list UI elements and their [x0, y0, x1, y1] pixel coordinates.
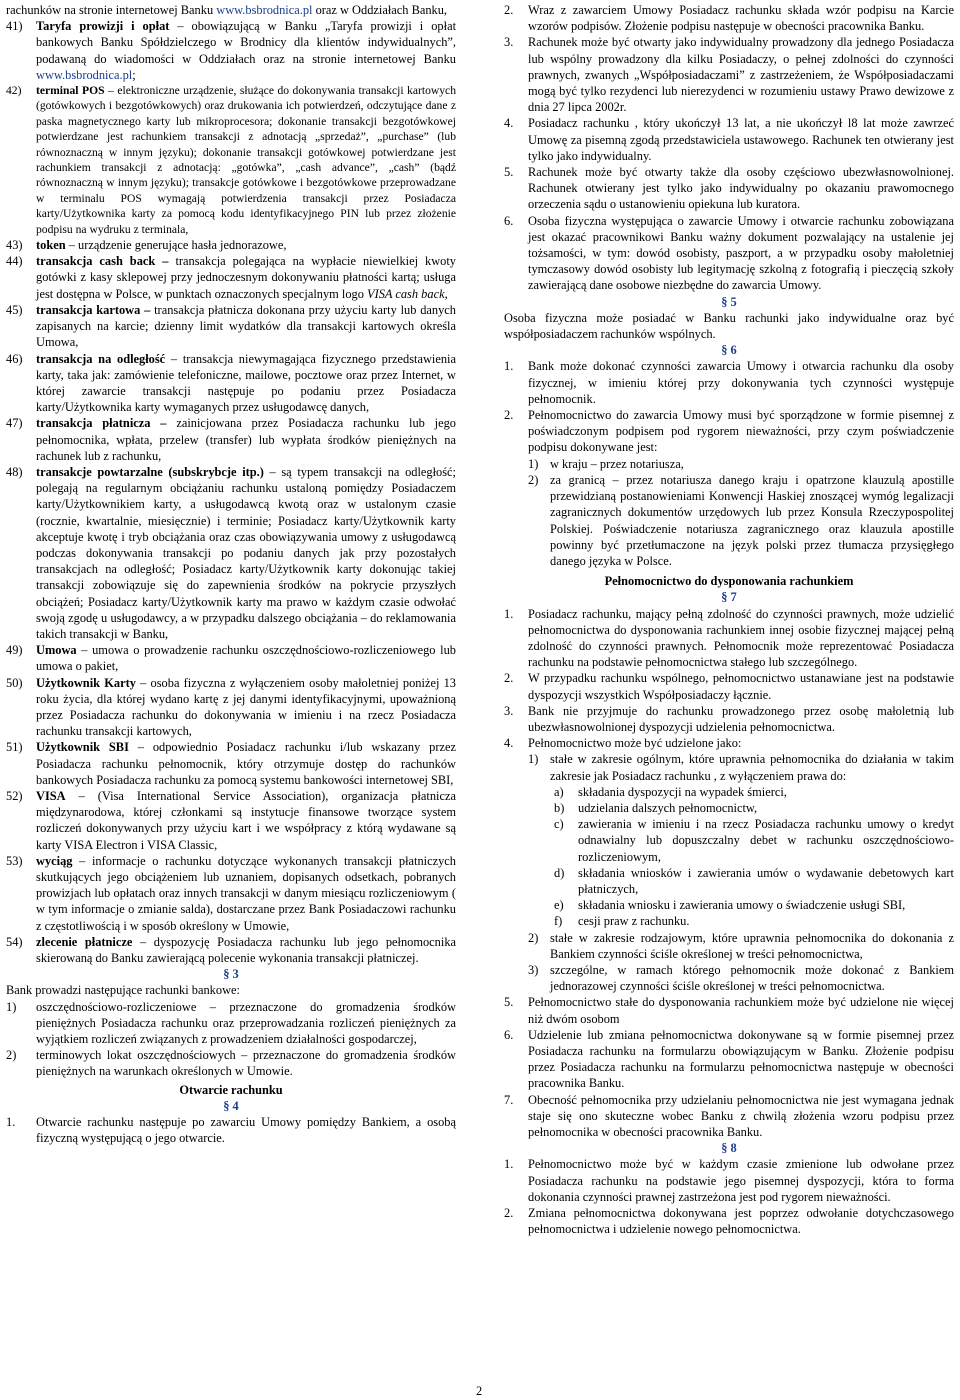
- definition-term: zlecenie płatnicze: [36, 934, 133, 949]
- restriction-a: a) składania dyspozycji na wypadek śmierci,: [554, 784, 787, 799]
- definition-term: transakcja na odległość: [36, 351, 166, 366]
- section-7-item-6: 6. Udzielenie lub zmiana pełnomocnictwa dokonywane są w formie pisemnej przez Posiadacza rachunku na formularzu obowiązującym w Banku. Złożenie podpisu przez Posiadacza rachunku na formularzu pełnomocnictwa następuje w obecności pracownika Banku.: [504, 1027, 954, 1091]
- section-7-item-4-3: 3) szczególne, w ramach którego pełnomocnik może dokonać z Bankiem jednorazowej czynności ściśle określonej w treści pełnomocnictwa.: [528, 962, 954, 994]
- definition-48: 48) transakcje powtarzalne (subskrybcje itp.) – są typem transakcji na odległość; polegają na regularnym obciążaniu rachunku ustaloną pomiędzy Posiadaczem karty/Użytkownikiem karty, a usługodawcą kwotą oraz w ustalonym czasie (rocznie, kwartalnie, miesięcznie) i terminie; Posiadacz karty/Użytkownik karty akceptuje kwotę i tryb obciążania oraz czas obowiązywania umowy z usługodawcą podczas dokonywania transakcji po podaniu danych jak przy pozostałych transakcjach na odległość; Posiadacz karty/Użytkownik karty dokonując takiej transakcji zobowiązuje się do zapewnienia środków na pokrycie przyszłych obciążeń; Posiadacz karty/Użytkownik karty ma prawo w każdym czasie odwołać swoją zgodę u usługodawcy, a w przypadku dalszego obciążania – do reklamowania takich transakcji w Banku,: [6, 464, 456, 641]
- definition-41: 41) Taryfa prowizji i opłat – obowiązującą w Banku „Taryfa prowizji i opłat bankowych Banku Spółdzielczego w Brodnicy dla klientów indywidualnych”, podawaną do wiadomości w Oddziałach oraz na stronie internetowej Banku www.bsbrodnica.pl;: [6, 19, 457, 82]
- bank-website-link[interactable]: www.bsbrodnica.pl: [36, 67, 133, 82]
- bank-website-link[interactable]: www.bsbrodnica.pl: [216, 3, 313, 17]
- definition-term: transakcja cash back –: [36, 254, 169, 269]
- section-8-item-1: 1. Pełnomocnictwo może być w każdym czasie zmienione lub odwołane przez Posiadacza rachunku na podstawie jego pisemnej dyspozycji, która to forma dokonania czynności prawnej zastrzeżona jest pod rygorem nieważności.: [504, 1157, 954, 1204]
- section-6-item-1: 1. Bank może dokonać czynności zawarcia Umowy i otwarcia rachunku dla osoby fizycznej, w imieniu której przy dokonywania tych czynności występuje pełnomocnik.: [504, 359, 954, 406]
- definition-42: 42) terminal POS – elektroniczne urządzenie, służące do dokonywania transakcji kartowych (gotówkowych i bezgotówkowych) oraz drukowania ich potwierdzeń, odczytujące dane z paska magnetycznego karty lub mikroprocesora; dokonanie transakcji bezgotówkowej potwierdzane jest rachunkiem transakcji z adnotacją „sprzedaż”, „purchase” (lub równoznaczną w innym języku); dokonanie transakcji gotówkowej potwierdzane jest rachunkiem transakcji z adnotacją: „gotówka”, „cash advance”, „cash” (bądź równoznaczną w innym języku); transakcje gotówkowe i bezgotówkowe przeprowadzane w terminalu POS wymagają potwierdzenia transakcji przez Posiadacza karty/Użytkownika karty za pomocą kodu identyfikacyjnego PIN lub przez złożenie podpisu na wydruku z terminala,: [6, 84, 456, 236]
- section-7-item-4: 4. Pełnomocnictwo może być udzielone jako:: [504, 736, 742, 751]
- section-6-item-2-1: 1) w kraju – przez notariusza,: [528, 456, 684, 471]
- page-number: 2: [476, 1384, 483, 1398]
- section-3-heading: § 3: [223, 967, 239, 982]
- section-4-item-5: 5. Rachunek może być otwarty także dla osoby częściowo ubezwłasnowolnionej. Rachunek otwierany jest tylko jako indywidualny po okazaniu prawomocnego orzeczenia sądu o ustanowieniu opiekuna lub kuratora.: [504, 165, 954, 212]
- right-column: [504, 2, 954, 1237]
- definition-54: 54) zlecenie płatnicze – dyspozycję Posiadacza rachunku lub jego pełnomocnika skierowaną do Banku zawierającą polecenie wykonania transakcji płatniczej.: [6, 934, 457, 966]
- definition-44: 44) transakcja cash back – transakcja polegająca na wypłacie niewielkiej kwoty gotówki z kasy sklepowej przy jednoczesnym dokonywaniu płatności kartą; usługa jest dostępna w Polsce, w punktach oznaczonych specjalnym logo VISA cash back,: [6, 254, 456, 301]
- definition-46: 46) transakcja na odległość – transakcja niewymagająca fizycznego przedstawienia karty, taka jak: zamówienie telefoniczne, mailowe, pocztowe oraz przez Internet, w której zawarcie transakcji następuje po podaniu przez Posiadacza karty/Użytkownika karty wymaganych przez usługodawcę danych,: [6, 351, 456, 415]
- definition-50: 50) Użytkownik Karty – osoba fizyczna z wyłączeniem osoby małoletniej poniżej 13 roku życia, dla której wydano kartę z jej danymi identyfikacyjnymi, upoważnioną przez Posiadacza rachunku do dokonywania w imieniu i na rzecz Posiadacza rachunku transakcji kartowych,: [6, 675, 456, 739]
- definition-51: 51) Użytkownik SBI – odpowiednio Posiadacz rachunku i/lub wskazany przez Posiadacza rachunku pełnomocnik, który otrzymuje dostęp do rachunków bankowych Posiadacza rachunku za pomocą systemu bankowości internetowej SBI,: [6, 740, 456, 787]
- section-6-item-2-2: 2) za granicą – przez notariusza danego kraju i opatrzone klauzulą apostille przewidzianą postanowieniami Konwencji Haskiej znoszącej wymóg legalizacji zagranicznych dokumentów urzędowych lub przez Konsula Rzeczypospolitej Polskiej. Poświadczenie notariusza zagranicznego oraz klauzula apostille powinny być przetłumaczone na język polski przez tłumacza przysięgłego danego języka w Polsce.: [528, 472, 954, 568]
- definition-term: wyciąg: [36, 853, 73, 868]
- restriction-e: e) składania wniosku i zawierania umowy o świadczenie usługi SBI,: [554, 898, 906, 913]
- section-7-heading: § 7: [721, 590, 737, 605]
- restriction-f: f) cesji praw z rachunku.: [554, 914, 690, 929]
- section-3-intro: Bank prowadzi następujące rachunki bankowe:: [6, 983, 240, 998]
- section-5-heading: § 5: [721, 294, 737, 309]
- section-3-item-1: 1) oszczędnościowo-rozliczeniowe – przeznaczone do gromadzenia środków pieniężnych Posiadacza rachunku oraz przeprowadzania rozliczeń pieniężnych za wyjątkiem rozliczeń związanych z prowadzeniem działalności gospodarczej,: [6, 999, 456, 1047]
- definition-43: 43) token – urządzenie generujące hasła jednorazowe,: [6, 238, 287, 253]
- definition-term: transakcje powtarzalne (subskrybcje itp.): [36, 464, 264, 479]
- definition-term: Umowa: [36, 643, 77, 658]
- restriction-b: b) udzielania dalszych pełnomocnictw,: [554, 800, 758, 815]
- restriction-c: c) zawierania w imieniu i na rzecz Posiadacza rachunku umowy o kredyt odnawialny lub dopuszczalny debet w rachunku oszczędnościowo-rozliczeniowym,: [554, 817, 954, 864]
- section-4-item-2: 2. Wraz z zawarciem Umowy Posiadacz rachunku składa wzór podpisu na Karcie wzorów podpisów. Złożenie podpisu następuje w obecności pracownika Banku.: [504, 3, 954, 34]
- section-6-item-2: 2. Pełnomocnictwo do zawarcia Umowy musi być sporządzone w formie pisemnej z poświadczonym podpisem pod rygorem nieważności, przy czym poświadczenie podpisu dokonywane jest:: [504, 408, 954, 455]
- definition-term: transakcja płatnicza –: [36, 416, 167, 431]
- section-7-item-3: 3. Bank nie przyjmuje do rachunku prowadzonego przez osobę małoletnią lub ubezwłasnowolnionej dyspozycji udzielenia pełnomocnictwa.: [504, 703, 954, 734]
- definition-term: VISA: [36, 788, 66, 803]
- definition-term: Użytkownik Karty: [36, 675, 136, 690]
- section-4-item-3: 3. Rachunek może być otwarty jako indywidualny prowadzony dla jednego Posiadacza lub wspólny prowadzony dla kilku Posiadaczy, o pełnej zdolności do czynności prawnych, zwanych „Współposiadaczami” z zastrzeżeniem, że Współposiadaczami mogą być tylko rezydenci lub nierezydenci w rozumieniu ustawy Prawo dewizowe z dnia 27 lipca 2002r.: [504, 35, 954, 115]
- definition-49: 49) Umowa – umowa o prowadzenie rachunku oszczędnościowo-rozliczeniowego lub umowa o pakiet,: [6, 643, 456, 674]
- section-4-item-6: 6. Osoba fizyczna występująca o zawarcie Umowy i otwarcie rachunku zobowiązana jest okazać pracownikowi Banku ważny dokument pozwalający na ustalenie jej tożsamości, w tym: dowód osobisty, paszport, a w przypadku osoby małoletniej tymczasowy dowód osobisty lub legitymację szkolną z fotografią i pieczęcią szkoły zawierającą dane osobowe niezbędne do zawarcia Umowy.: [504, 213, 954, 293]
- restriction-d: d) składania wniosków i zawierania umów o wydawanie debetowych kart płatniczych,: [554, 865, 954, 896]
- section-6-heading: § 6: [721, 343, 737, 358]
- section-7-item-4-2: 2) stałe w zakresie rodzajowym, które uprawnia pełnomocnika do dokonania z Bankiem czynności ściśle określonej w treści pełnomocnictwa,: [528, 930, 954, 961]
- section-8-item-2: 2. Zmiana pełnomocnictwa dokonywana jest poprzez odwołanie dotychczasowego pełnomocnictwa i udzielenie nowego pełnomocnictwa.: [504, 1206, 954, 1237]
- definition-45: 45) transakcja kartowa – transakcja płatnicza dokonana przy użyciu karty lub danych zapisanych na karcie; dzienny limit wydatków dla transakcji kartowych określa Umowa,: [6, 302, 456, 350]
- section-7-item-5: 5. Pełnomocnictwo stałe do dysponowania rachunkiem może być udzielone nie więcej niż dwóm osobom: [504, 995, 954, 1026]
- definition-term: Użytkownik SBI: [36, 740, 129, 755]
- intro-text: rachunków na stronie internetowej Banku: [6, 3, 217, 17]
- definition-52: 52) VISA – (Visa International Service Association), organizacja płatnicza międzynarodowa, której członkami są instytucje finansowe tworzące system rozliczeń dokonywanych przy użyciu kart i we współpracy z którą wydawane są karty VISA Electron i VISA Classic,: [6, 788, 456, 852]
- section-7-item-4-1: 1) stałe w zakresie ogólnym, które uprawnia pełnomocnika do działania w takim zakresie jak Posiadacz rachunku , z wyłączeniem prawa do:: [528, 752, 954, 783]
- section-7-item-1: 1. Posiadacz rachunku, mający pełną zdolność do czynności prawnych, może udzielić pełnomocnictwa do dysponowania rachunkiem innej osobie fizycznej mającej pełną zdolność do czynności prawnych. Pełnomocnik może reprezentować Posiadacza rachunku na podstawie pełnomocnictwa stałego lub szczególnego.: [504, 606, 954, 670]
- definition-term: Taryfa prowizji i opłat: [36, 19, 170, 34]
- section-5-text: Osoba fizyczna może posiadać w Banku rachunki jako indywidualne oraz być współposiadaczem rachunków wspólnych.: [504, 310, 954, 342]
- section-4-heading: § 4: [223, 1098, 239, 1113]
- section-4-item-4: 4. Posiadacz rachunku , który ukończył 13 lat, a nie ukończył l8 lat może zawrzeć Umowę za pisemną zgodą przedstawiciela ustawowego. Rachunek ten otwierany jest tylko jako indywidualny.: [504, 116, 954, 163]
- definition-53: 53) wyciąg – informacje o rachunku dotyczące wykonanych transakcji płatniczych skutkujących jego obciążeniem lub uznaniem, dopisanych odsetkach, pobranych prowizjach lub opłatach oraz innych transakcji w danym miesiącu rozliczeniowym ( w tym informacje o zmianie salda), dostarczane przez Bank Posiadaczowi rachunku z częstotliwością i w sposób określony w Umowie,: [6, 853, 456, 933]
- section-7-item-7: 7. Obecność pełnomocnika przy udzielaniu pełnomocnictwa nie jest wymagana jednak staje się ono skuteczne wobec Banku z chwilą złożenia wzoru podpisu przez pełnomocnika w obecności pracownika Banku.: [504, 1092, 954, 1140]
- intro-text-end: oraz w Oddziałach Banku,: [312, 3, 448, 17]
- definition-term: token: [36, 238, 66, 253]
- intro-paragraph: [6, 2, 456, 18]
- definition-term: transakcja kartowa –: [36, 302, 151, 317]
- section-8-heading: § 8: [721, 1141, 737, 1156]
- heading-account-opening: Otwarcie rachunku: [179, 1082, 283, 1097]
- definition-term: terminal POS: [36, 84, 105, 98]
- section-7-item-2: 2. W przypadku rachunku wspólnego, pełnomocnictwo ustanawiane jest na podstawie dyspozycji wszystkich Współposiadaczy łącznie.: [504, 671, 954, 702]
- section-3-item-2: 2) terminowych lokat oszczędnościowych – przeznaczone do gromadzenia środków pieniężnych na warunkach określonych w Umowie.: [6, 1048, 456, 1079]
- definition-47: 47) transakcja płatnicza – zainicjowana przez Posiadacza rachunku lub jego pełnomocnika, wpłata, przelew (transfer) lub wypłata środków pieniężnych na rachunek lub z rachunku,: [6, 416, 457, 463]
- heading-power-of-attorney: Pełnomocnictwo do dysponowania rachunkiem: [604, 574, 854, 589]
- section-4-item-1: 1. Otwarcie rachunku następuje po zawarciu Umowy pomiędzy Bankiem, a osobą fizyczną występującą o jego otwarcie.: [6, 1115, 456, 1146]
- left-column: [6, 2, 456, 1146]
